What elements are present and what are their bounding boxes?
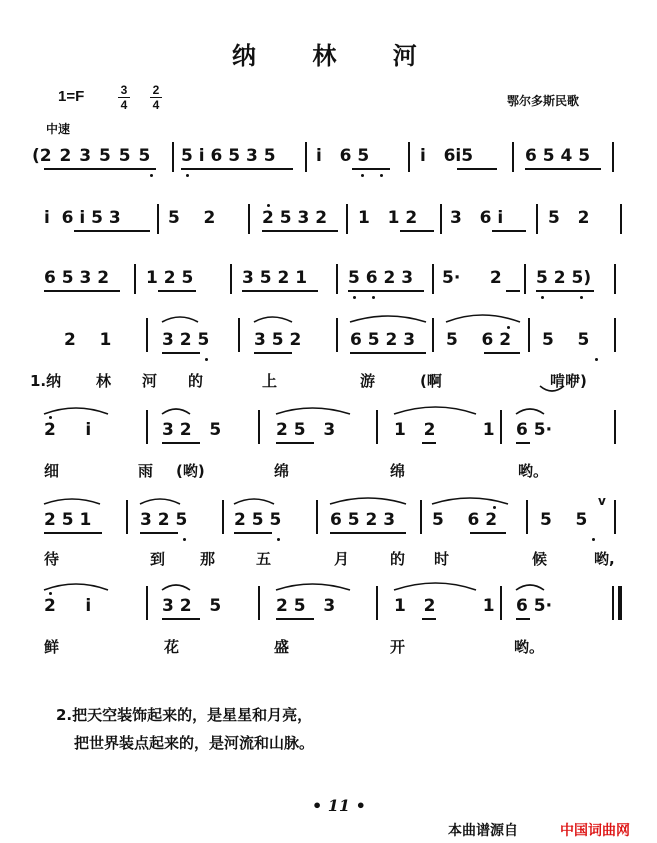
measure: 5 6 2 3 <box>348 268 414 288</box>
slur <box>276 584 350 590</box>
lyric-char: 上 <box>262 372 278 390</box>
time-top: 2 <box>152 83 160 97</box>
measure: 3 5 2 <box>254 330 302 350</box>
lyric-char: (哟) <box>176 462 205 480</box>
verse2-line-2: 把世界装点起来的，是河流和山脉。 <box>74 734 315 752</box>
measure: 2 5 3 2 <box>262 208 328 228</box>
slur <box>234 499 274 504</box>
lyric-char: 鲜 <box>44 638 60 656</box>
lyric-char: 雨 <box>138 462 154 480</box>
lyric-char: 候 <box>532 550 548 568</box>
measure: 2 5 3 <box>276 420 336 440</box>
measure: 3 5 2 1 <box>242 268 308 288</box>
measure: 3 2 5 <box>162 330 210 350</box>
time-top: 3 <box>120 83 128 97</box>
lyric-char: 到 <box>150 550 166 568</box>
measure: 5 6 2 <box>446 330 512 350</box>
lyric-char: 花 <box>164 638 180 656</box>
lyric-char: (啊 <box>420 372 442 390</box>
slur <box>44 584 108 590</box>
lyric-char: 月 <box>334 550 350 568</box>
lyric-char: 时 <box>434 550 450 568</box>
slur <box>394 407 476 414</box>
measure: 6 5 4 5 <box>525 146 591 166</box>
page-number: • 11 • <box>312 796 366 815</box>
measure: 1 2 1 <box>394 596 495 616</box>
slur <box>162 317 198 322</box>
measure: 3 6 i <box>450 208 504 228</box>
slur <box>44 408 108 414</box>
measure: 5· 2 <box>442 268 502 288</box>
measure: i 6 i 5 3 <box>44 208 121 228</box>
verse2-line-1: 2.把天空装饰起来的，是星星和月亮， <box>56 706 313 724</box>
measure: 1 2 1 <box>394 420 495 440</box>
lyric-char: 游 <box>360 372 376 390</box>
slur <box>254 317 292 322</box>
measure: 6 5 3 2 <box>44 268 110 288</box>
measure: 3 2 5 <box>162 596 222 616</box>
slur <box>44 499 100 504</box>
tempo-marking: 中速 <box>46 122 71 136</box>
time-bottom: 4 <box>120 98 128 112</box>
slur <box>516 409 544 414</box>
measure: 3 2 5 <box>140 510 188 530</box>
slur <box>540 386 564 391</box>
footer-site-link[interactable]: 中国词曲网 <box>560 823 630 839</box>
lyric-char: 哟。 <box>514 638 545 656</box>
lyric-char: 开 <box>390 638 406 656</box>
slur <box>276 408 350 414</box>
measure: 5 i 6 5 3 5 <box>181 146 276 166</box>
lyric-char: 盛 <box>274 638 290 656</box>
measure: 6 5· <box>516 420 553 440</box>
measure: i 6 5 <box>316 146 370 166</box>
lyric-char: 那 <box>200 550 216 568</box>
slur <box>394 583 476 590</box>
measure: 5 2 <box>548 208 590 228</box>
slur <box>140 499 180 504</box>
measure: 1 2 5 <box>146 268 194 288</box>
breath-mark: v <box>598 494 606 508</box>
measure: 2 i <box>44 596 92 616</box>
lyric-char: 五 <box>256 550 272 568</box>
attribution: 鄂尔多斯民歌 <box>507 94 580 108</box>
lyric-char: 待 <box>44 550 60 568</box>
key-signature: 1=F <box>58 88 85 105</box>
measure: 2 5 3 <box>276 596 336 616</box>
measure: 5 5 <box>542 330 590 350</box>
measure: 1 1 2 <box>358 208 418 228</box>
time-bottom: 4 <box>152 98 160 112</box>
measure: 3 2 5 <box>162 420 222 440</box>
measure: 2 1 <box>64 330 112 350</box>
lyric-char: 啃咿) <box>550 372 587 390</box>
lyric-char: 河 <box>142 372 158 390</box>
measure: 6 5 2 3 <box>330 510 396 530</box>
lyric-char: 林 <box>96 372 112 390</box>
measure: 5 6 2 <box>432 510 498 530</box>
measure: 5 2 <box>168 208 216 228</box>
lyric-char: 哟, <box>594 550 615 568</box>
measure: 2 5 5 <box>234 510 282 530</box>
notes: (2 2 3 5 5 5 <box>32 146 151 166</box>
measure: 2 5 1 <box>44 510 92 530</box>
slur <box>330 498 406 504</box>
slur <box>162 585 190 590</box>
slur <box>350 316 426 322</box>
footer-source: 本曲谱源自 <box>448 823 518 839</box>
lyric-char: 绵 <box>390 462 406 480</box>
measure: 6 5· <box>516 596 553 616</box>
lyric-char: 细 <box>44 462 60 480</box>
measure: 5 5 <box>540 510 588 530</box>
measure: 6 5 2 3 <box>350 330 416 350</box>
measure: 2 i <box>44 420 92 440</box>
lyric-char: 1.纳 <box>30 372 62 390</box>
slur <box>162 409 190 414</box>
lyric-char: 绵 <box>274 462 290 480</box>
lyric-char: 的 <box>188 372 204 390</box>
slur <box>446 315 520 322</box>
song-title: 纳 林 河 <box>232 41 441 70</box>
lyric-char: 哟。 <box>518 462 549 480</box>
measure: i 6i5 <box>420 146 474 166</box>
slur <box>432 498 508 504</box>
measure: 5 2 5) <box>536 268 592 288</box>
slur <box>516 585 544 590</box>
lyric-char: 的 <box>390 550 406 568</box>
